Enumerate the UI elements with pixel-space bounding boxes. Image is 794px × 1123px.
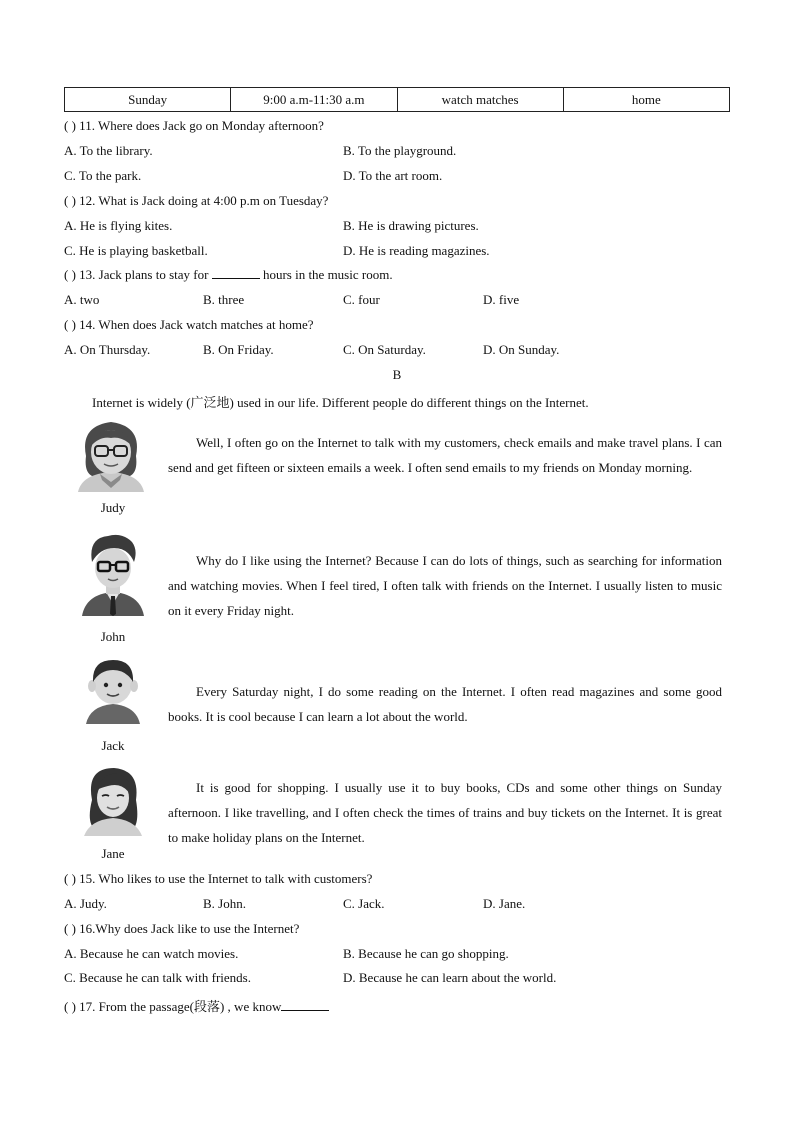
table-cell-activity: watch matches — [397, 88, 563, 112]
option-c: C. four — [343, 292, 380, 307]
option-a: A. To the library. — [64, 143, 153, 158]
jane-avatar-icon — [78, 764, 148, 836]
question-stem: 11. Where does Jack go on Monday afternoon? — [79, 118, 324, 133]
jack-paragraph — [168, 679, 722, 729]
question-11 — [64, 118, 324, 134]
section-label: B — [392, 367, 402, 382]
option-c: C. Because he can talk with friends. — [64, 970, 251, 985]
option-b: B. three — [203, 292, 245, 307]
option-a: A. two — [64, 292, 100, 307]
answer-blank[interactable] — [212, 267, 260, 279]
answer-paren[interactable]: ( ) — [64, 317, 76, 332]
option-d: D. He is reading magazines. — [343, 243, 490, 258]
table-row — [65, 88, 730, 112]
judy-paragraph — [168, 430, 722, 480]
jane-paragraph — [168, 775, 722, 850]
jack-avatar-icon — [80, 656, 146, 724]
option-d: D. On Sunday. — [483, 342, 560, 357]
table-cell-time: 9:00 a.m-11:30 a.m — [231, 88, 397, 112]
paragraph-text: Why do I like using the Internet? Because I can do lots of things, such as searching for information and watching movies. When I feel tired, I often talk with friends on the Internet. I usually listen to music on it every Friday night. — [168, 553, 722, 618]
paragraph-text: Well, I often go on the Internet to talk with my customers, check emails and make travel plans. I can send and get fifteen or sixteen emails a week. I often send emails to my friends on Monday morning. — [168, 435, 722, 475]
question-stem: 12. What is Jack doing at 4:00 p.m on Tuesday? — [79, 193, 329, 208]
schedule-table — [64, 87, 730, 112]
question-stem: 17. From the passage(段落) , we know — [79, 999, 282, 1014]
question-14 — [64, 317, 314, 333]
option-a: A. On Thursday. — [64, 342, 151, 357]
question-stem: 13. Jack plans to stay for — [79, 267, 209, 282]
option-a: A. He is flying kites. — [64, 218, 173, 233]
question-15 — [64, 871, 372, 887]
question-stem-end: hours in the music room. — [262, 267, 393, 282]
option-c: C. To the park. — [64, 168, 142, 183]
option-d: D. To the art room. — [343, 168, 443, 183]
table-cell-place: home — [563, 88, 729, 112]
option-d: D. Because he can learn about the world. — [343, 970, 557, 985]
option-b: B. On Friday. — [203, 342, 274, 357]
option-a: A. Judy. — [64, 896, 107, 911]
judy-avatar-icon — [72, 416, 150, 492]
person-name: Judy — [100, 500, 126, 515]
john-avatar-icon — [78, 532, 148, 616]
question-stem: 15. Who likes to use the Internet to talk with customers? — [79, 871, 373, 886]
option-b: B. He is drawing pictures. — [343, 218, 479, 233]
answer-paren[interactable]: ( ) — [64, 921, 76, 936]
option-c: C. On Saturday. — [343, 342, 426, 357]
answer-paren[interactable]: ( ) — [64, 871, 76, 886]
option-b: B. John. — [203, 896, 246, 911]
option-d: D. Jane. — [483, 896, 526, 911]
person-name: Jack — [101, 738, 125, 753]
section-intro: Internet is widely (广泛地) used in our life. Different people do different things on the Internet. — [92, 395, 589, 410]
paragraph-text: It is good for shopping. I usually use it to buy books, CDs and some other things on Sunday afternoon. I like travelling, and I often check the times of trains and buy tickets on the Internet. It is great to make holiday plans on the Internet. — [168, 780, 722, 845]
person-name: Jane — [101, 846, 125, 861]
john-paragraph — [168, 548, 722, 623]
question-stem: 16.Why does Jack like to use the Internet? — [79, 921, 300, 936]
question-16 — [64, 921, 299, 937]
option-c: C. He is playing basketball. — [64, 243, 208, 258]
question-stem: 14. When does Jack watch matches at home? — [79, 317, 314, 332]
option-b: B. Because he can go shopping. — [343, 946, 509, 961]
option-d: D. five — [483, 292, 520, 307]
paragraph-text: Every Saturday night, I do some reading on the Internet. I often read magazines and some good books. It is cool because I can learn a lot about the world. — [168, 684, 722, 724]
question-13 — [64, 267, 393, 283]
table-cell-day: Sunday — [65, 88, 231, 112]
answer-paren[interactable]: ( ) — [64, 267, 76, 282]
question-17 — [64, 996, 329, 1015]
option-a: A. Because he can watch movies. — [64, 946, 239, 961]
answer-paren[interactable]: ( ) — [64, 999, 76, 1014]
question-12 — [64, 193, 328, 209]
answer-blank[interactable] — [281, 999, 329, 1011]
answer-paren[interactable]: ( ) — [64, 118, 76, 133]
answer-paren[interactable]: ( ) — [64, 193, 76, 208]
option-c: C. Jack. — [343, 896, 385, 911]
option-b: B. To the playground. — [343, 143, 457, 158]
person-name: John — [100, 629, 126, 644]
